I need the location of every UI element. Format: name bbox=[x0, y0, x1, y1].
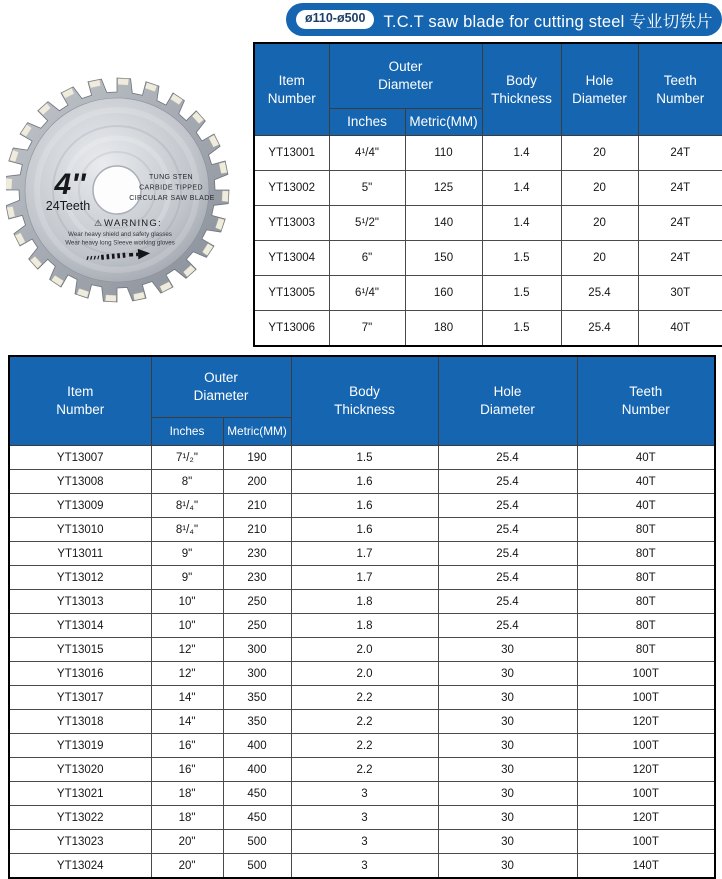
cell: 1.4 bbox=[482, 171, 561, 206]
cell: 25.4 bbox=[438, 566, 577, 590]
cell: 3 bbox=[291, 830, 438, 854]
cell: 30 bbox=[438, 854, 577, 879]
cell: 7¹/₂" bbox=[151, 446, 223, 470]
table-row bbox=[254, 136, 722, 171]
arbor-hole bbox=[93, 166, 141, 214]
cell: YT13023 bbox=[9, 830, 151, 854]
cell: 25.4 bbox=[438, 446, 577, 470]
blade-teeth-label: 24Teeth bbox=[46, 199, 91, 213]
cell: 2.2 bbox=[291, 734, 438, 758]
table-row bbox=[9, 590, 715, 614]
cell: 5" bbox=[329, 171, 405, 206]
cell: 6¹/4" bbox=[329, 276, 405, 311]
cell: 1.5 bbox=[482, 276, 561, 311]
cell: 9" bbox=[151, 542, 223, 566]
cell: 1.6 bbox=[291, 518, 438, 542]
cell: 120T bbox=[577, 806, 715, 830]
table-row bbox=[9, 470, 715, 494]
cell: 230 bbox=[223, 566, 291, 590]
cell: 30 bbox=[438, 758, 577, 782]
cell: 350 bbox=[223, 686, 291, 710]
cell: 2.2 bbox=[291, 710, 438, 734]
cell: 3 bbox=[291, 782, 438, 806]
cell: 2.2 bbox=[291, 686, 438, 710]
cell: YT13002 bbox=[254, 171, 329, 206]
cell: 25.4 bbox=[438, 518, 577, 542]
table-row bbox=[9, 830, 715, 854]
col-header-label: Body Thickness bbox=[331, 383, 399, 418]
col-header-metric: Metric(MM) bbox=[223, 418, 291, 446]
spec-table-body bbox=[254, 136, 722, 347]
cell: 400 bbox=[223, 758, 291, 782]
col-header-hole-diameter bbox=[561, 43, 638, 136]
cell: 200 bbox=[223, 470, 291, 494]
saw-blade-svg bbox=[6, 68, 242, 312]
col-header-body-thickness bbox=[291, 356, 438, 446]
cell: 210 bbox=[223, 494, 291, 518]
cell: 100T bbox=[577, 686, 715, 710]
cell: 1.5 bbox=[482, 311, 561, 347]
table-row bbox=[254, 311, 722, 347]
spec-table-body bbox=[9, 446, 715, 879]
cell: 16" bbox=[151, 734, 223, 758]
cell: 80T bbox=[577, 518, 715, 542]
cell: 30 bbox=[438, 662, 577, 686]
col-header-label: Item Number bbox=[258, 72, 326, 107]
table-row bbox=[254, 206, 722, 241]
cell: 160 bbox=[405, 276, 482, 311]
col-header-label: Body Thickness bbox=[488, 72, 556, 107]
cell: 16" bbox=[151, 758, 223, 782]
cell: YT13022 bbox=[9, 806, 151, 830]
cell: 25.4 bbox=[438, 542, 577, 566]
cell: 4¹/4" bbox=[329, 136, 405, 171]
cell: 100T bbox=[577, 662, 715, 686]
cell: 24T bbox=[638, 171, 722, 206]
cell: 1.8 bbox=[291, 614, 438, 638]
table-row bbox=[254, 171, 722, 206]
cell: 20 bbox=[561, 171, 638, 206]
table-row bbox=[9, 734, 715, 758]
col-header-outer-diameter bbox=[329, 43, 482, 109]
cell: 350 bbox=[223, 710, 291, 734]
table-row bbox=[9, 518, 715, 542]
cell: YT13009 bbox=[9, 494, 151, 518]
cell: 1.4 bbox=[482, 206, 561, 241]
cell: 500 bbox=[223, 830, 291, 854]
cell: 14" bbox=[151, 686, 223, 710]
cell: 1.5 bbox=[482, 241, 561, 276]
cell: 1.7 bbox=[291, 566, 438, 590]
cell: 30 bbox=[438, 830, 577, 854]
cell: YT13010 bbox=[9, 518, 151, 542]
cell: YT13007 bbox=[9, 446, 151, 470]
cell: 125 bbox=[405, 171, 482, 206]
cell: 20" bbox=[151, 830, 223, 854]
col-header-label: Item Number bbox=[46, 383, 114, 418]
cell: 500 bbox=[223, 854, 291, 879]
cell: 8¹/₄" bbox=[151, 518, 223, 542]
cell: 100T bbox=[577, 734, 715, 758]
cell: YT13017 bbox=[9, 686, 151, 710]
cell: 190 bbox=[223, 446, 291, 470]
warning-title: WARNING: bbox=[104, 218, 162, 229]
saw-blade-image bbox=[6, 68, 242, 312]
cell: 7" bbox=[329, 311, 405, 347]
warning-line-1: Wear heavy shield and safety glasses bbox=[68, 231, 172, 238]
cell: 18" bbox=[151, 806, 223, 830]
col-header-inches: Inches bbox=[151, 418, 223, 446]
cell: 300 bbox=[223, 638, 291, 662]
spec-table-small-blades bbox=[253, 42, 722, 347]
col-header-label: Hole Diameter bbox=[474, 383, 542, 418]
cell: 1.7 bbox=[291, 542, 438, 566]
cell: 100T bbox=[577, 782, 715, 806]
col-header-label: Outer Diameter bbox=[187, 369, 255, 404]
cell: 80T bbox=[577, 590, 715, 614]
cell: 120T bbox=[577, 710, 715, 734]
cell: YT13011 bbox=[9, 542, 151, 566]
cell: 30 bbox=[438, 734, 577, 758]
cell: 230 bbox=[223, 542, 291, 566]
cell: 120T bbox=[577, 758, 715, 782]
cell: 150 bbox=[405, 241, 482, 276]
cell: 10" bbox=[151, 590, 223, 614]
cell: 24T bbox=[638, 206, 722, 241]
col-header-label: Outer Diameter bbox=[372, 58, 440, 93]
col-header-metric: Metric(MM) bbox=[405, 109, 482, 136]
brand-line-3: CIRCULAR SAW BLADE bbox=[129, 195, 215, 202]
cell: 450 bbox=[223, 782, 291, 806]
cell: 20 bbox=[561, 206, 638, 241]
cell: 140 bbox=[405, 206, 482, 241]
cell: 40T bbox=[577, 494, 715, 518]
cell: YT13024 bbox=[9, 854, 151, 879]
cell: 20 bbox=[561, 136, 638, 171]
cell: 80T bbox=[577, 614, 715, 638]
table-row bbox=[9, 758, 715, 782]
cell: 450 bbox=[223, 806, 291, 830]
cell: 400 bbox=[223, 734, 291, 758]
cell: 250 bbox=[223, 590, 291, 614]
cell: 24T bbox=[638, 136, 722, 171]
table-row bbox=[9, 614, 715, 638]
warning-line-2: Wear heavy long Sleeve working gloves bbox=[65, 240, 175, 247]
cell: 40T bbox=[577, 446, 715, 470]
cell: 8" bbox=[151, 470, 223, 494]
table-row bbox=[9, 710, 715, 734]
table-row bbox=[9, 638, 715, 662]
cell: 3 bbox=[291, 806, 438, 830]
cell: 1.5 bbox=[291, 446, 438, 470]
table-row bbox=[9, 566, 715, 590]
cell: 30 bbox=[438, 638, 577, 662]
cell: YT13019 bbox=[9, 734, 151, 758]
cell: YT13013 bbox=[9, 590, 151, 614]
table-row bbox=[9, 662, 715, 686]
cell: 25.4 bbox=[561, 276, 638, 311]
cell: YT13006 bbox=[254, 311, 329, 347]
header-banner bbox=[286, 3, 722, 36]
cell: YT13020 bbox=[9, 758, 151, 782]
col-header-label: Teeth Number bbox=[612, 383, 680, 418]
cell: 1.6 bbox=[291, 494, 438, 518]
cell: 1.4 bbox=[482, 136, 561, 171]
col-header-outer-diameter bbox=[151, 356, 291, 418]
cell: 20" bbox=[151, 854, 223, 879]
cell: 180 bbox=[405, 311, 482, 347]
cell: 12" bbox=[151, 662, 223, 686]
table-row bbox=[9, 782, 715, 806]
cell: 210 bbox=[223, 518, 291, 542]
cell: 25.4 bbox=[438, 590, 577, 614]
col-header-teeth-number bbox=[577, 356, 715, 446]
cell: 30 bbox=[438, 806, 577, 830]
table-row bbox=[254, 276, 722, 311]
cell: 12" bbox=[151, 638, 223, 662]
col-header-item-number bbox=[9, 356, 151, 446]
cell: YT13021 bbox=[9, 782, 151, 806]
col-header-label: Hole Diameter bbox=[566, 72, 634, 107]
cell: 40T bbox=[638, 311, 722, 347]
diameter-range-badge: ø110-ø500 bbox=[296, 10, 374, 29]
cell: 30 bbox=[438, 686, 577, 710]
cell: 2.0 bbox=[291, 662, 438, 686]
cell: 25.4 bbox=[438, 470, 577, 494]
cell: 2.2 bbox=[291, 758, 438, 782]
cell: 140T bbox=[577, 854, 715, 879]
cell: 250 bbox=[223, 614, 291, 638]
col-header-inches: Inches bbox=[329, 109, 405, 136]
cell: 1.6 bbox=[291, 470, 438, 494]
spec-table-large-blades bbox=[8, 355, 716, 879]
cell: YT13015 bbox=[9, 638, 151, 662]
cell: 100T bbox=[577, 830, 715, 854]
cell: 10" bbox=[151, 614, 223, 638]
cell: 3 bbox=[291, 854, 438, 879]
table-row bbox=[9, 494, 715, 518]
cell: 6" bbox=[329, 241, 405, 276]
cell: 40T bbox=[577, 470, 715, 494]
brand-line-2: CARBIDE TIPPED bbox=[139, 185, 203, 192]
cell: 25.4 bbox=[561, 311, 638, 347]
cell: YT13004 bbox=[254, 241, 329, 276]
cell: 14" bbox=[151, 710, 223, 734]
col-header-body-thickness bbox=[482, 43, 561, 136]
cell: 80T bbox=[577, 638, 715, 662]
cell: 30 bbox=[438, 782, 577, 806]
cell: YT13001 bbox=[254, 136, 329, 171]
cell: YT13005 bbox=[254, 276, 329, 311]
page-title: T.C.T saw blade for cutting steel 专业切铁片 bbox=[383, 8, 712, 32]
col-header-item-number bbox=[254, 43, 329, 136]
cell: 110 bbox=[405, 136, 482, 171]
col-header-hole-diameter bbox=[438, 356, 577, 446]
cell: 1.8 bbox=[291, 590, 438, 614]
cell: YT13003 bbox=[254, 206, 329, 241]
cell: 9" bbox=[151, 566, 223, 590]
cell: 30T bbox=[638, 276, 722, 311]
cell: 30 bbox=[438, 710, 577, 734]
cell: YT13016 bbox=[9, 662, 151, 686]
col-header-label: Teeth Number bbox=[646, 72, 714, 107]
cell: 20 bbox=[561, 241, 638, 276]
cell: YT13014 bbox=[9, 614, 151, 638]
col-header-teeth-number bbox=[638, 43, 722, 136]
table-row bbox=[9, 686, 715, 710]
table-row bbox=[9, 806, 715, 830]
cell: YT13012 bbox=[9, 566, 151, 590]
cell: 300 bbox=[223, 662, 291, 686]
warning-triangle-icon: ⚠ bbox=[94, 218, 102, 228]
cell: YT13018 bbox=[9, 710, 151, 734]
cell: 2.0 bbox=[291, 638, 438, 662]
brand-line-1: TUNG STEN bbox=[149, 174, 193, 181]
table-row bbox=[9, 542, 715, 566]
table-row bbox=[254, 241, 722, 276]
cell: 8¹/₄" bbox=[151, 494, 223, 518]
cell: 5¹/2" bbox=[329, 206, 405, 241]
cell: YT13008 bbox=[9, 470, 151, 494]
cell: 80T bbox=[577, 542, 715, 566]
cell: 25.4 bbox=[438, 614, 577, 638]
table-row bbox=[9, 446, 715, 470]
cell: 25.4 bbox=[438, 494, 577, 518]
table-row bbox=[9, 854, 715, 879]
blade-size-label: 4'' bbox=[54, 168, 87, 201]
cell: 18" bbox=[151, 782, 223, 806]
cell: 24T bbox=[638, 241, 722, 276]
cell: 80T bbox=[577, 566, 715, 590]
